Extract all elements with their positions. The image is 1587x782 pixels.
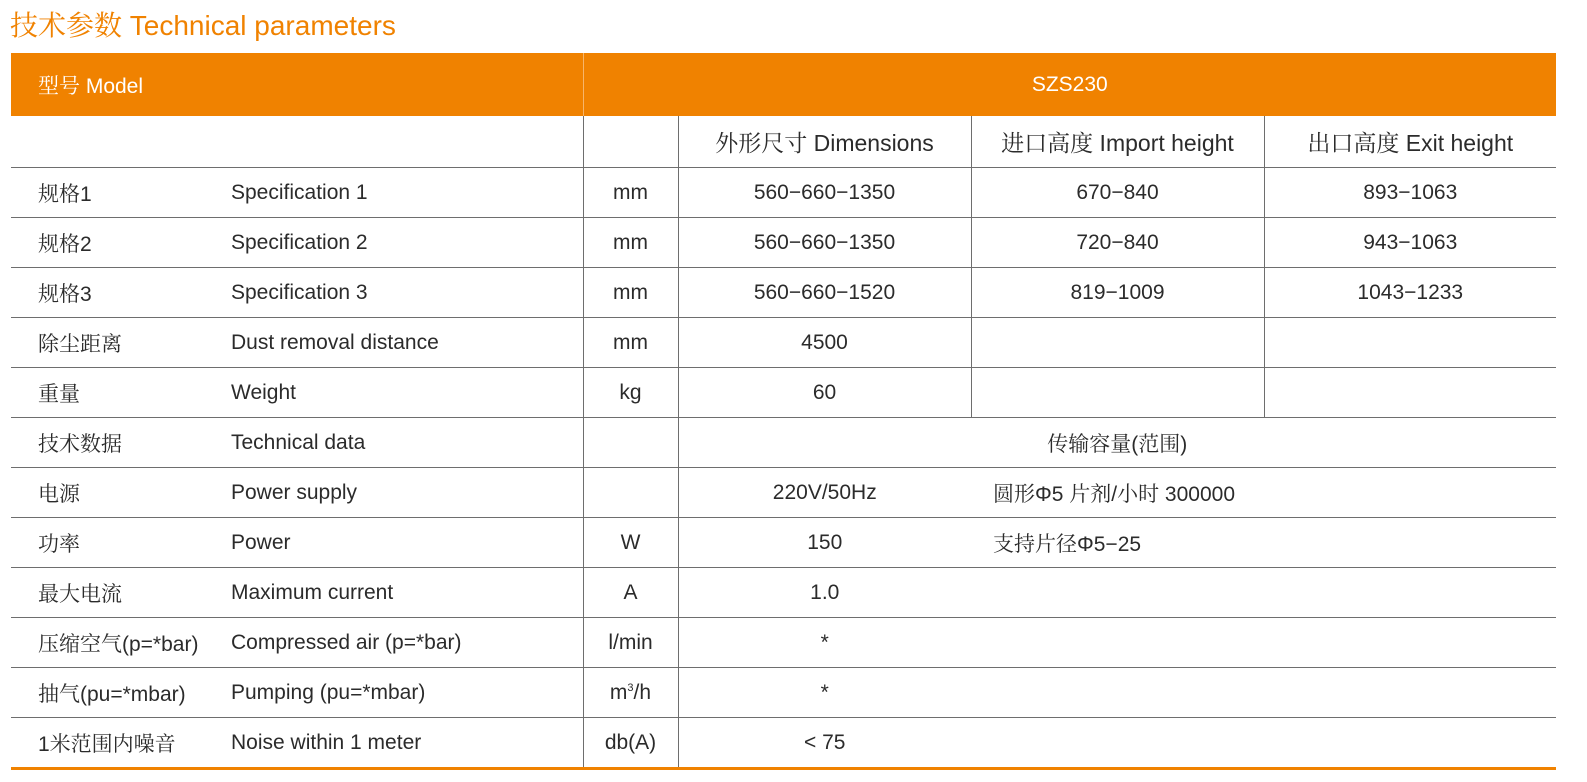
row-zh: 抽气(pu=*mbar) <box>11 668 231 718</box>
row-zh: 1米范围内噪音 <box>11 718 231 769</box>
row-en: Noise within 1 meter <box>231 718 583 769</box>
table-row <box>11 668 1556 718</box>
row-zh: 功率 <box>11 518 231 568</box>
row-exit-height: 1043−1233 <box>1264 268 1556 318</box>
model-header-row <box>11 53 1556 116</box>
row-unit: W <box>583 518 678 568</box>
unit-superscript: 3 <box>627 681 634 694</box>
row-zh: 电源 <box>11 468 231 518</box>
row-zh: 规格1 <box>11 168 231 218</box>
model-value: SZS230 <box>583 53 1556 116</box>
row-dimensions: 4500 <box>678 318 971 368</box>
row-note: 支持片径Φ5−25 <box>971 518 1556 568</box>
table-row <box>11 718 1556 769</box>
row-note: 传输容量(范围) <box>678 418 1556 468</box>
row-en: Power supply <box>231 468 583 518</box>
unit-tail: /h <box>633 680 652 704</box>
technical-parameters-table <box>11 53 1556 770</box>
row-value: 150 <box>678 518 971 568</box>
row-exit-height: 943−1063 <box>1264 218 1556 268</box>
row-value: * <box>678 668 971 718</box>
row-en: Dust removal distance <box>231 318 583 368</box>
row-unit: l/min <box>583 618 678 668</box>
row-dimensions: 60 <box>678 368 971 418</box>
row-import-height: 670−840 <box>971 168 1264 218</box>
row-en: Compressed air (p=*bar) <box>231 618 583 668</box>
col-import-height: 进口高度 Import height <box>971 116 1264 168</box>
row-en: Power <box>231 518 583 568</box>
unit-base: m <box>609 680 628 704</box>
row-en: Specification 3 <box>231 268 583 318</box>
row-import-height: 819−1009 <box>971 268 1264 318</box>
row-unit: A <box>583 568 678 618</box>
row-unit <box>583 468 678 518</box>
table-row <box>11 368 1556 418</box>
table-row <box>11 218 1556 268</box>
table-row <box>11 518 1556 568</box>
row-en: Specification 2 <box>231 218 583 268</box>
row-en: Maximum current <box>231 568 583 618</box>
row-dimensions: 560−660−1520 <box>678 268 971 318</box>
row-unit: mm <box>583 268 678 318</box>
row-zh: 压缩空气(p=*bar) <box>11 618 231 668</box>
model-label: 型号 Model <box>11 53 583 116</box>
row-value: * <box>678 618 971 668</box>
col-exit-height: 出口高度 Exit height <box>1264 116 1556 168</box>
row-en: Weight <box>231 368 583 418</box>
row-dimensions: 560−660−1350 <box>678 168 971 218</box>
row-zh: 技术数据 <box>11 418 231 468</box>
row-unit: db(A) <box>583 718 678 769</box>
row-value: < 75 <box>678 718 971 769</box>
row-import-height: 720−840 <box>971 218 1264 268</box>
row-en: Pumping (pu=*mbar) <box>231 668 583 718</box>
row-zh: 最大电流 <box>11 568 231 618</box>
row-unit: mm <box>583 218 678 268</box>
row-zh: 重量 <box>11 368 231 418</box>
page-title: 技术参数 Technical parameters <box>10 10 396 41</box>
row-unit <box>583 418 678 468</box>
row-zh: 规格2 <box>11 218 231 268</box>
row-en: Technical data <box>231 418 583 468</box>
row-unit <box>583 668 678 718</box>
col-dimensions: 外形尺寸 Dimensions <box>678 116 971 168</box>
row-dimensions: 560−660−1350 <box>678 218 971 268</box>
table-row <box>11 618 1556 668</box>
table-row <box>11 418 1556 468</box>
row-en: Specification 1 <box>231 168 583 218</box>
table-row <box>11 468 1556 518</box>
row-unit: mm <box>583 168 678 218</box>
row-note: 圆形Φ5 片剂/小时 300000 <box>971 468 1556 518</box>
column-header-row <box>11 116 1556 168</box>
row-zh: 除尘距离 <box>11 318 231 368</box>
row-value: 1.0 <box>678 568 971 618</box>
table-row <box>11 268 1556 318</box>
table-row <box>11 568 1556 618</box>
row-exit-height: 893−1063 <box>1264 168 1556 218</box>
table-row <box>11 318 1556 368</box>
row-unit: kg <box>583 368 678 418</box>
row-zh: 规格3 <box>11 268 231 318</box>
table-row <box>11 168 1556 218</box>
row-unit: mm <box>583 318 678 368</box>
row-value: 220V/50Hz <box>678 468 971 518</box>
